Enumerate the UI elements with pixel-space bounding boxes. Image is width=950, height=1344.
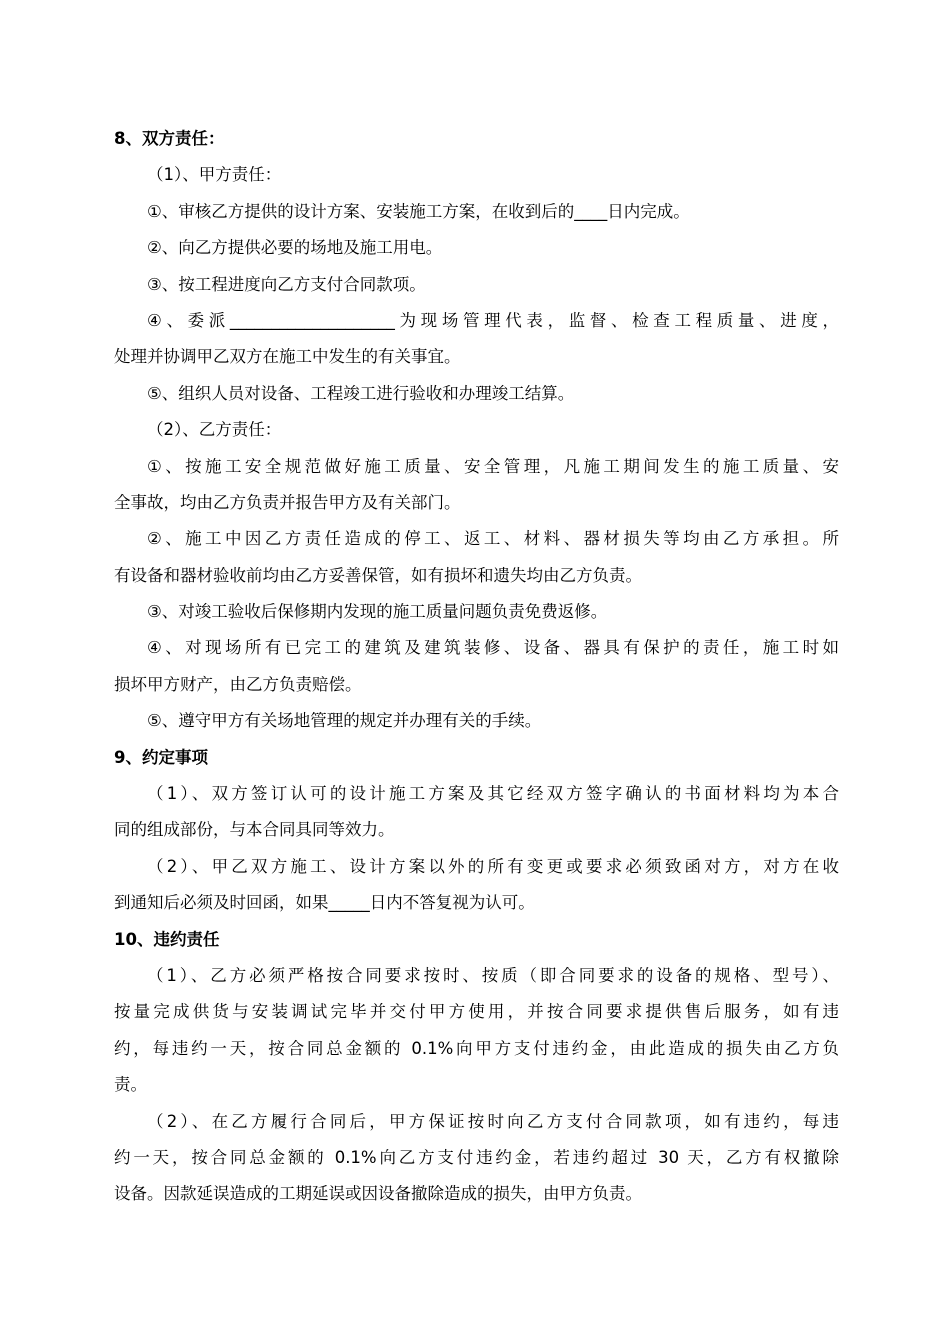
party-b-item-4-cont: 损坏甲方财产，由乙方负责赔偿。 — [114, 674, 362, 694]
agreement-item-2: （2）、甲乙双方施工、设计方案以外的所有变更或要求必须致函对方，对方在收 — [147, 856, 839, 876]
breach-item-1-cont-3: 责。 — [114, 1075, 147, 1095]
breach-item-1-cont-1: 按量完成供货与安装调试完毕并交付甲方使用，并按合同要求提供售后服务，如有违 — [114, 1002, 839, 1022]
party-b-item-1: ①、按施工安全规范做好施工质量、安全管理，凡施工期间发生的施工质量、安 — [147, 456, 839, 476]
party-b-subheading: （2）、乙方责任： — [147, 420, 282, 440]
party-a-item-4-cont: 处理并协调甲乙双方在施工中发生的有关事宜。 — [114, 347, 461, 367]
breach-item-2-cont-1: 约一天，按合同总金额的 0.1%向乙方支付违约金，若违约超过 30 天，乙方有权撤除 — [114, 1147, 839, 1167]
section-8-heading: 8、双方责任： — [114, 129, 225, 148]
party-a-item-5: ⑤、组织人员对设备、工程竣工进行验收和办理竣工结算。 — [147, 383, 575, 403]
breach-item-2-cont-2: 设备。因款延误造成的工期延误或因设备撤除造成的损失，由甲方负责。 — [114, 1184, 642, 1204]
party-b-item-4: ④、对现场所有已完工的建筑及建筑装修、设备、器具有保护的责任，施工时如 — [147, 638, 839, 658]
party-b-item-2: ②、施工中因乙方责任造成的停工、返工、材料、器材损失等均由乙方承担。所 — [147, 529, 839, 549]
party-b-item-1-cont: 全事故，均由乙方负责并报告甲方及有关部门。 — [114, 492, 461, 512]
agreement-item-1-cont: 同的组成部份，与本合同具同等效力。 — [114, 820, 395, 840]
section-9-heading: 9、约定事项 — [114, 747, 208, 767]
contract-text — [114, 121, 839, 1213]
party-a-item-4: ④、委派____________________为现场管理代表，监督、检查工程质量、进度， — [147, 310, 839, 330]
party-a-item-1: ①、审核乙方提供的设计方案、安装施工方案，在收到后的____日内完成。 — [147, 201, 690, 221]
breach-item-1: （1）、乙方必须严格按合同要求按时、按质（即合同要求的设备的规格、型号）、 — [147, 965, 839, 985]
party-b-item-2-cont: 有设备和器材验收前均由乙方妥善保管，如有损坏和遗失均由乙方负责。 — [114, 565, 642, 585]
section-10-heading: 10、违约责任 — [114, 929, 220, 949]
agreement-item-2-cont: 到通知后必须及时回函，如果_____日内不答复视为认可。 — [114, 893, 535, 913]
party-a-item-3: ③、按工程进度向乙方支付合同款项。 — [147, 274, 426, 294]
agreement-item-1: （1）、双方签订认可的设计施工方案及其它经双方签字确认的书面材料均为本合 — [147, 784, 839, 804]
party-b-item-3: ③、对竣工验收后保修期内发现的施工质量问题负责免费返修。 — [147, 602, 608, 622]
breach-item-2: （2）、在乙方履行合同后，甲方保证按时向乙方支付合同款项，如有违约，每违 — [147, 1111, 839, 1131]
breach-item-1-cont-2: 约，每违约一天，按合同总金额的 0.1%向甲方支付违约金，由此造成的损失由乙方负 — [114, 1038, 839, 1058]
party-a-item-2: ②、向乙方提供必要的场地及施工用电。 — [147, 238, 443, 258]
party-b-item-5: ⑤、遵守甲方有关场地管理的规定并办理有关的手续。 — [147, 711, 542, 731]
party-a-subheading: （1）、甲方责任： — [147, 165, 282, 185]
